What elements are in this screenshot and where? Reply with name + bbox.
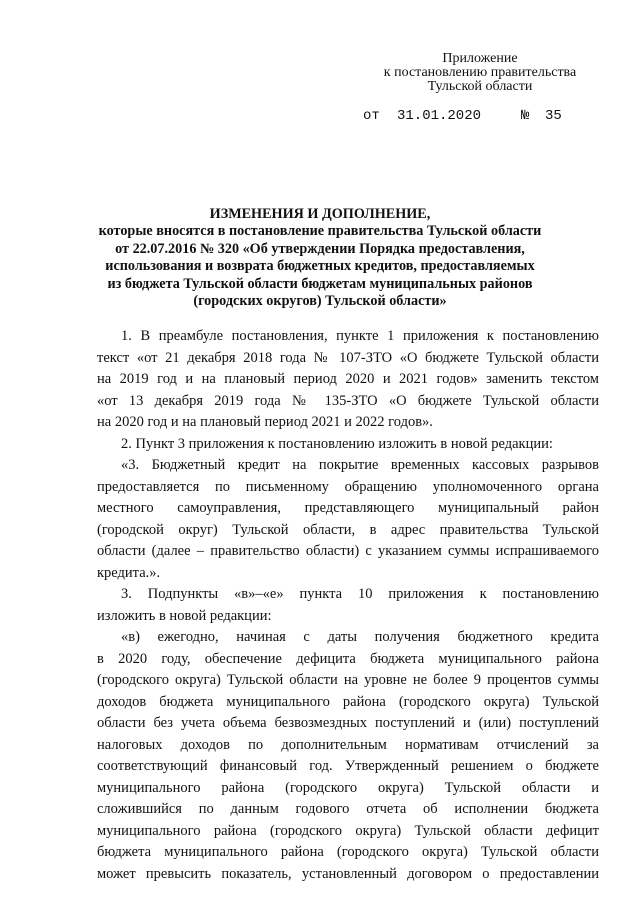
body-text-line: доходов бюджета муниципального района (городского округа) Тульской (97, 693, 599, 710)
body-text-line: текст «от 21 декабря 2018 года № 107-ЗТО «О бюджете Тульской области (97, 349, 599, 366)
body-text-line: местного самоуправления, представляющего муниципальный район (97, 500, 599, 516)
date-number-line (363, 108, 562, 204)
body-text-line: 1. В преамбуле постановления, пункте 1 приложения к постановлению (121, 328, 599, 344)
body-text-line: на 2020 год и на плановый период 2021 и 2022 годов». (97, 414, 433, 430)
document-number: 35 (545, 108, 562, 124)
body-text-line: «3. Бюджетный кредит на покрытие временных кассовых разрывов (121, 457, 599, 473)
heading-line: (городских округов) Тульской области» (193, 293, 447, 310)
body-text-line: «от 13 декабря 2019 года № 135-ЗТО «О бюджете Тульской области (97, 392, 599, 409)
appendix-region: Тульской области (427, 79, 533, 94)
heading-line: от 22.07.2016 № 320 «Об утверждении Порядка предоставления, (115, 240, 525, 257)
body-text-line: (городской округ) Тульской области, в адрес правительства Тульской (97, 521, 599, 538)
body-text-line: 2. Пункт 3 приложения к постановлению изложить в новой редакции: (121, 435, 553, 452)
date-label: от (363, 108, 380, 124)
body-text-line: соответствующий финансовый год. Утвержденный решением о бюджете (97, 758, 599, 774)
document-body (97, 326, 599, 885)
heading-line: ИЗМЕНЕНИЯ И ДОПОЛНЕНИЕ, (209, 206, 431, 222)
body-text-line: «в) ежегодно, начиная с даты получения бюджетного кредита (121, 629, 599, 645)
body-text-line: может превысить показатель, установленный договором о предоставлении (97, 865, 599, 882)
appendix-block (330, 52, 630, 94)
document-heading (60, 206, 580, 310)
body-text-line: муниципального района (городского округа) Тульской области и (97, 779, 599, 796)
body-text-line: области без учета объема безвозмездных поступлений и (или) поступлений (97, 715, 599, 731)
body-text-line: изложить в новой редакции: (97, 607, 272, 624)
heading-line: которые вносятся в постановление правительства Тульской области (98, 223, 542, 240)
body-text-line: 3. Подпункты «в»–«е» пункта 10 приложения к постановлению (121, 586, 599, 602)
body-text-line: кредита.». (97, 564, 161, 581)
body-text-line: налоговых доходов по дополнительным нормативам отчислений за (97, 736, 599, 753)
appendix-title: Приложение (442, 51, 518, 66)
body-text-line: сложившийся по данным годового отчета об исполнении бюджета (97, 801, 599, 817)
body-text-line: в 2020 году, обеспечение дефицита бюджета муниципального района (97, 650, 599, 667)
body-text-line: бюджета муниципального района (городского округа) Тульской области (97, 844, 599, 860)
body-text-line: муниципального района (городского округа) Тульской области дефицит (97, 822, 599, 839)
body-text-line: предоставляется по письменному обращению уполномоченного органа (97, 478, 599, 495)
body-text-line: области (далее – правительство области) с указанием суммы испрашиваемого (97, 543, 599, 559)
document-date: 31.01.2020 (397, 108, 482, 124)
body-text-line: на 2019 год и на плановый период 2020 и 2021 годов» заменить текстом (97, 371, 599, 387)
number-sign: № (521, 108, 530, 124)
appendix-reference: к постановлению правительства (383, 65, 577, 80)
heading-line: использования и возврата бюджетных кредитов, предоставляемых (105, 258, 535, 275)
body-text-line: (городского округа) Тульской области на уровне не более 9 процентов суммы (97, 672, 599, 688)
heading-line: из бюджета Тульской области бюджетам муниципальных районов (107, 275, 533, 292)
